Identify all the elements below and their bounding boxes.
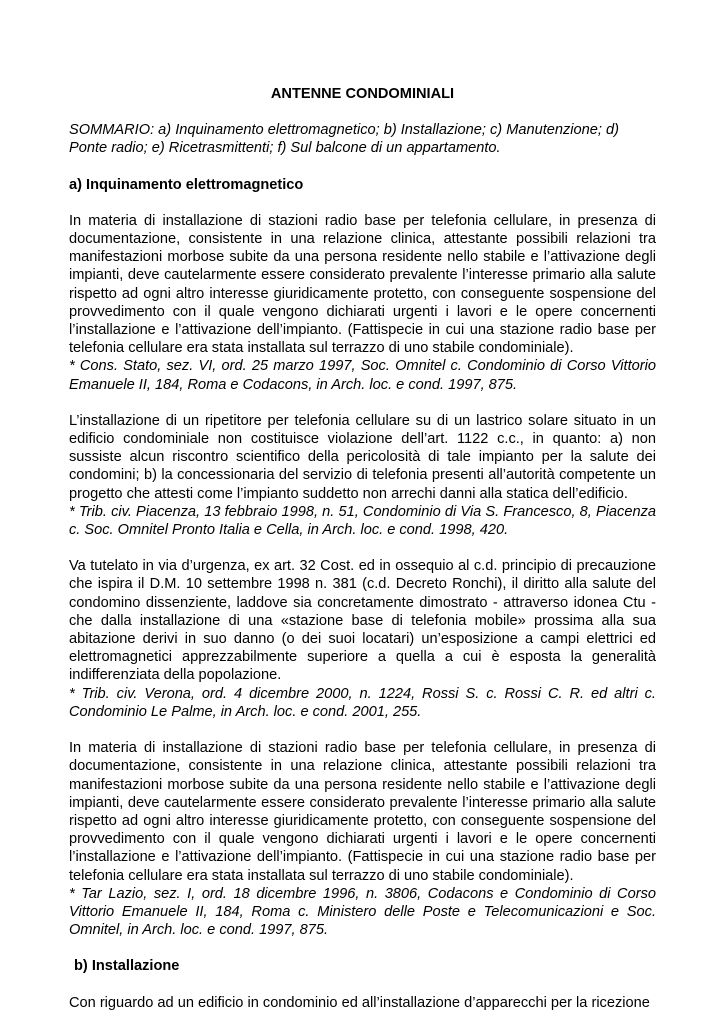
document-title: ANTENNE CONDOMINIALI <box>270 86 455 102</box>
section-b-paragraph-1: Con riguardo ad un edificio in condominio ed all’installazione d’apparecchi per la ricezione <box>69 994 650 1011</box>
section-a-paragraph-4: In materia di installazione di stazioni radio base per telefonia cellulare, in presenza di documentazione, consistente in una relazione clinica, attestante possibili relazioni tra manifestazioni morbose subite da una persona residente nello stabile e l’attivazione degli impianti, deve cautelarmente essere considerato prevalente l’interesse primario alla salute rispetto ad ogni altro interesse giuridicamente protetto, con conseguente sospensione del provvedimento con il quale vengono dichiarati urgenti i lavori e le opere concernenti l’installazione e l’attivazione dell’impianto. (Fattispecie in cui una stazione radio base per telefonia cellulare era stata installata sul terrazzo di uno stabile condominiale). <box>69 740 656 884</box>
section-a-citation-1: * Cons. Stato, sez. VI, ord. 25 marzo 1997, Soc. Omnitel c. Condominio di Corso Vittorio Emanuele II, 184, Roma e Codacons, in Arch. loc. e cond. 1997, 875. <box>69 358 656 393</box>
document-summary: SOMMARIO: a) Inquinamento elettromagnetico; b) Installazione; c) Manutenzione; d) Ponte radio; e) Ricetrasmittenti; f) Sul balcone di un appartamento. <box>69 122 619 157</box>
document-page <box>69 85 656 1012</box>
section-a-citation-2: * Trib. civ. Piacenza, 13 febbraio 1998, n. 51, Condominio di Via S. Francesco, 8, Piacenza c. Soc. Omnitel Pronto Italia e Cella, in Arch. loc. e cond. 1998, 420. <box>69 503 656 539</box>
section-a-paragraph-2: L’installazione di un ripetitore per telefonia cellulare su di un lastrico solare situato in un edificio condominiale non costituisce violazione dell’art. 1122 c.c., in quanto: a) non sussiste alcun riscontro scientifico della pericolosità di tale impianto per la salute dei condomini; b) la concessionaria del servizio di telefonia presenti all’autorità competente un progetto che attesti come l’impianto suddetto non arrechi danni alla statica dell’edificio. <box>69 412 656 502</box>
section-a-heading: a) Inquinamento elettromagnetico <box>69 176 304 193</box>
section-b-heading: b) Installazione <box>74 958 180 975</box>
section-a-citation-4: * Tar Lazio, sez. I, ord. 18 dicembre 1996, n. 3806, Codacons e Condominio di Corso Vittorio Emanuele II, 184, Roma c. Ministero delle Poste e Telecomunicazioni e Soc. Omnitel, in Arch. loc. e cond. 1997, 875. <box>69 885 656 939</box>
section-a-paragraph-1: In materia di installazione di stazioni radio base per telefonia cellulare, in presenza di documentazione, consistente in una relazione clinica, attestante possibili relazioni tra manifestazioni morbose subite da una persona residente nello stabile e l’attivazione degli impianti, deve cautelarmente essere considerato prevalente l’interesse primario alla salute rispetto ad ogni altro interesse giuridicamente protetto, con conseguente sospensione del provvedimento con il quale vengono dichiarati urgenti i lavori e le opere concernenti l’installazione e l’attivazione dell’impianto. (Fattispecie in cui una stazione radio base per telefonia cellulare era stata installata sul terrazzo di uno stabile condominiale). <box>69 212 656 357</box>
section-a-citation-3: * Trib. civ. Verona, ord. 4 dicembre 2000, n. 1224, Rossi S. c. Rossi C. R. ed altri c. Condominio Le Palme, in Arch. loc. e cond. 2001, 255. <box>69 685 656 720</box>
section-a-paragraph-3: Va tutelato in via d’urgenza, ex art. 32 Cost. ed in ossequio al c.d. principio di precauzione che ispira il D.M. 10 settembre 1998 n. 381 (c.d. Decreto Ronchi), il diritto alla salute del condomino dissenziente, laddove sia concretamente dimostrato - attraverso idonea Ctu - che dalla installazione di una «stazione base di telefonia mobile» prossima alla sua abitazione derivi in suo danno (o dei suoi locatari) un’esposizione a campi elettrici ed elettromagnetici apprezzabilmente superiore a quella a cui è esposta la generalità indifferenziata della popolazione. <box>69 558 656 684</box>
